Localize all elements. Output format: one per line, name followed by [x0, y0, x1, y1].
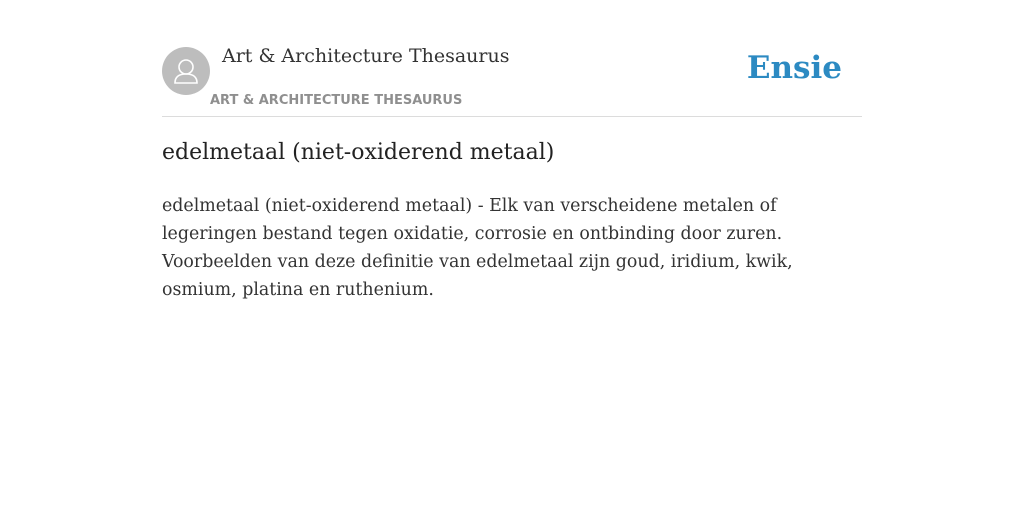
brand-logo[interactable]: Ensie [746, 50, 842, 86]
entry-card [162, 0, 862, 300]
author-name[interactable]: Art & Architecture Thesaurus [222, 45, 510, 67]
source-label: ART & ARCHITECTURE THESAURUS [210, 93, 463, 108]
avatar[interactable] [162, 47, 210, 95]
entry-header [162, 0, 862, 117]
user-icon [162, 47, 210, 95]
entry-title: edelmetaal (niet-oxiderend metaal) [162, 140, 555, 165]
entry-definition: edelmetaal (niet-oxiderend metaal) - Elk van verscheidene metalen of legeringen bestand tegen oxidatie, corrosie en ontbinding door zuren. Voorbeelden van deze definitie van edelmetaal zijn goud, iridium, kwik, osmium, platina en ruthenium. [162, 196, 793, 300]
